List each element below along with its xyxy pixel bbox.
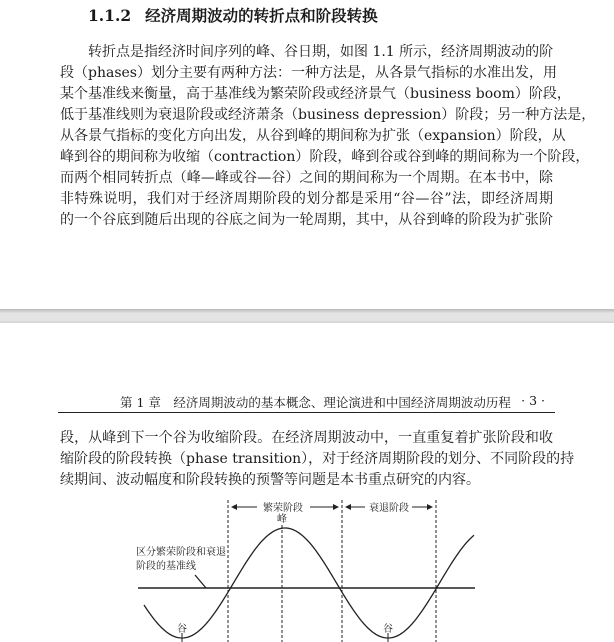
business-cycle-figure <box>0 323 614 642</box>
paragraph-line: 转折点是指经济时间序列的峰、谷日期，如图 1.1 所示，经济周期波动的阶 <box>88 44 554 60</box>
pdf-page-2 <box>0 323 614 642</box>
paragraph-line: 续期间、波动幅度和阶段转换的预警等问题是本书重点研究的内容。 <box>60 472 480 488</box>
paragraph-line: 峰到谷的期间称为收缩（contraction）阶段，峰到谷或谷到峰的期间称为一个阶段， <box>60 149 590 165</box>
baseline-label: 阶段的基准线 <box>136 561 196 572</box>
pdf-page-1 <box>0 0 614 309</box>
page-number: · 3 · <box>521 393 545 408</box>
paragraph-line: 的一个谷底到随后出现的谷底之间为一轮周期，其中，从谷到峰的阶段为扩张阶 <box>60 212 553 228</box>
paragraph-line: 从各景气指标的变化方向出发，从谷到峰的期间称为扩张（expansion）阶段，从 <box>60 128 566 144</box>
recession-phase-label: 衰退阶段 <box>369 503 409 514</box>
section-title: 经济周期波动的转折点和阶段转换 <box>145 6 378 25</box>
cycle-wave <box>144 528 474 638</box>
trough-label: 谷 <box>177 624 187 635</box>
page-separator <box>0 309 614 323</box>
chapter-title: 第 1 章 经济周期波动的基本概念、理论演进和中国经济周期波动历程 <box>120 395 511 410</box>
trough-label: 谷 <box>383 624 393 635</box>
section-heading <box>88 4 378 26</box>
paragraph-line: 而两个相同转折点（峰—峰或谷—谷）之间的期间称为一个周期。在本书中，除 <box>60 170 553 186</box>
paragraph-line: 段（phases）划分主要有两种方法：一种方法是，从各景气指标的水准出发，用 <box>60 65 557 81</box>
peak-label: 峰 <box>277 514 287 525</box>
paragraph-line: 缩阶段的阶段转换（phase transition），对于经济周期阶段的划分、不同阶段的持 <box>60 451 575 467</box>
paragraph-line: 非特殊说明，我们对于经济周期阶段的划分都是采用“谷—谷”法，即经济周期 <box>60 191 553 207</box>
paragraph-line: 低于基准线则为衰退阶段或经济萧条（business depression）阶段；另一种方法是， <box>60 107 596 123</box>
baseline-pointer <box>195 575 206 588</box>
section-number: 1.1.2 <box>88 6 132 25</box>
boom-phase-label: 繁荣阶段 <box>263 503 303 514</box>
paragraph-line: 某个基准线来衡量，高于基准线为繁荣阶段或经济景气（business boom）阶段， <box>60 86 571 102</box>
baseline-label: 区分繁荣阶段和衰退 <box>136 547 226 558</box>
paragraph-line: 段，从峰到下一个谷为收缩阶段。在经济周期波动中，一直重复着扩张阶段和收 <box>60 430 553 446</box>
